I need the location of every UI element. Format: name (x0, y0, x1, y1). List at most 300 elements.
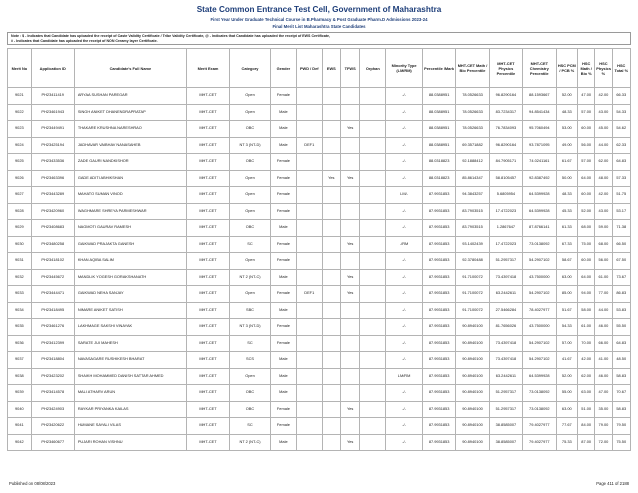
table-cell: 87.9931853 (422, 253, 455, 270)
column-header: Candidate's Full Name (74, 49, 186, 88)
table-cell: 79.00 (595, 418, 612, 435)
table-cell: 75.33 (556, 434, 578, 451)
table-cell: MHT-CET (186, 88, 229, 105)
table-cell: 73.0138092 (523, 385, 556, 402)
table-cell: 88.1593667 (523, 88, 556, 105)
table-cell: 87.00 (578, 434, 595, 451)
table-cell: RAYKAR PRIYANKA KAILAS (74, 401, 186, 418)
table-cell: SCS (230, 352, 271, 369)
table-cell: 53.00 (556, 121, 578, 138)
column-header: HSC Physics % (595, 49, 612, 88)
table-cell: 67.33 (556, 236, 578, 253)
table-cell: 73.0138092 (523, 401, 556, 418)
table-cell: MHT-CET (186, 187, 229, 204)
table-cell (296, 121, 322, 138)
table-cell: 9040 (8, 401, 32, 418)
column-header: HSC Total % (612, 49, 630, 88)
table-cell (322, 203, 340, 220)
table-cell: Open (230, 253, 271, 270)
table-row (8, 203, 631, 220)
table-cell: 61.00 (578, 319, 595, 336)
table-cell: 70.67 (612, 385, 630, 402)
table-cell (322, 269, 340, 286)
table-cell (296, 253, 322, 270)
table-cell: -/- (386, 385, 423, 402)
table-cell (341, 335, 360, 352)
table-cell: Yes (341, 434, 360, 451)
table-cell: 49.00 (556, 137, 578, 154)
table-cell: -/- (386, 203, 423, 220)
table-cell: 66.00 (595, 335, 612, 352)
table-cell: 75.50 (612, 434, 630, 451)
column-header: Category (230, 49, 271, 88)
table-cell: 90.8940100 (456, 418, 489, 435)
table-cell (322, 121, 340, 138)
table-cell: 64.5399928 (523, 368, 556, 385)
table-cell: Female (270, 154, 296, 171)
column-header: Gender (270, 49, 296, 88)
table-cell (360, 137, 386, 154)
table-cell: PH23445672 (31, 269, 74, 286)
table-cell (296, 418, 322, 435)
table-cell: 81.7656026 (489, 319, 522, 336)
table-row (8, 401, 631, 418)
table-cell: MHT-CET (186, 104, 229, 121)
table-cell: Open (230, 187, 271, 204)
table-cell: 63.00 (578, 385, 595, 402)
table-cell (296, 187, 322, 204)
column-header: MHT-CET Math / Bio Percentile (456, 49, 489, 88)
table-cell: 87.8766141 (523, 220, 556, 237)
table-cell (322, 319, 340, 336)
table-cell: -/- (386, 319, 423, 336)
table-cell: 9034 (8, 302, 32, 319)
merit-list-table (7, 48, 631, 451)
table-cell: 51.00 (578, 401, 595, 418)
table-cell (360, 368, 386, 385)
table-cell: 9035 (8, 319, 32, 336)
table-cell: GADE ADITI ABHIKSHAN (74, 170, 186, 187)
table-cell: SC (230, 335, 271, 352)
table-cell: 17.4722023 (489, 203, 522, 220)
note-line-2: # - Indicates that Candidate has uploaded the receipt of NON Creamy layer Certificate. (11, 39, 158, 43)
table-cell: SINGH ANIKET DHANENDRAPRATAP (74, 104, 186, 121)
column-header: Orphan (360, 49, 386, 88)
table-cell: 62.00 (578, 368, 595, 385)
table-cell: Female (270, 253, 296, 270)
table-cell: 9029 (8, 220, 32, 237)
table-cell: 54.2907102 (523, 352, 556, 369)
table-cell: 90.8940100 (456, 319, 489, 336)
table-cell: 60.00 (578, 187, 595, 204)
table-cell (322, 352, 340, 369)
table-cell (360, 319, 386, 336)
table-cell: 58.83 (612, 401, 630, 418)
table-cell: 38.8585007 (489, 434, 522, 451)
table-cell: 47.00 (595, 385, 612, 402)
table-cell: 71.38 (612, 220, 630, 237)
table-cell: 53.17 (612, 203, 630, 220)
table-cell (341, 104, 360, 121)
table-cell (296, 236, 322, 253)
table-cell (296, 335, 322, 352)
table-cell: MHT-CET (186, 335, 229, 352)
table-cell: Female (270, 319, 296, 336)
table-cell: MHT-CET (186, 418, 229, 435)
table-cell: PH23420960 (31, 203, 74, 220)
table-cell: 9032 (8, 269, 32, 286)
table-cell: 95.7060494 (523, 121, 556, 138)
table-cell: NAGMOTI GAURAV RAMESH (74, 220, 186, 237)
table-cell (360, 434, 386, 451)
table-cell: PH23420622 (31, 418, 74, 435)
table-row (8, 187, 631, 204)
table-cell: Female (270, 335, 296, 352)
table-cell: 42.00 (595, 88, 612, 105)
table-cell: -/- (386, 121, 423, 138)
table-cell: 73.4397418 (489, 335, 522, 352)
table-cell: 87.9931853 (422, 203, 455, 220)
table-cell: 68.00 (578, 220, 595, 237)
table-cell: 88.0388951 (422, 121, 455, 138)
table-cell (296, 385, 322, 402)
table-cell (341, 302, 360, 319)
table-cell: Yes (341, 236, 360, 253)
table-cell: 57.00 (578, 104, 595, 121)
table-cell: 63.00 (556, 401, 578, 418)
table-cell: 77.67 (556, 418, 578, 435)
table-cell: 43.7500000 (523, 269, 556, 286)
table-cell: SC (230, 236, 271, 253)
table-cell: Male (270, 104, 296, 121)
table-cell: 45.00 (595, 121, 612, 138)
table-cell: OBC (230, 121, 271, 138)
table-cell: MHT-CET (186, 352, 229, 369)
table-cell: Open (230, 104, 271, 121)
table-cell: Male (270, 137, 296, 154)
table-cell: OBC (230, 220, 271, 237)
table-cell: 9037 (8, 352, 32, 369)
table-cell: MHT-CET (186, 253, 229, 270)
column-header: HSC PCM / PCB % (556, 49, 578, 88)
table-cell: 90.8940100 (456, 352, 489, 369)
table-cell: 64.83 (612, 335, 630, 352)
table-cell (341, 319, 360, 336)
table-cell: PH23433536 (31, 154, 74, 171)
table-cell: MALI ATHARV ARUN (74, 385, 186, 402)
table-cell: Female (270, 203, 296, 220)
table-cell: ARYAA SUSHAN PAREGAR (74, 88, 186, 105)
table-cell: 87.9931853 (422, 385, 455, 402)
table-cell (360, 220, 386, 237)
table-cell (322, 236, 340, 253)
table-cell: 92.1888412 (456, 154, 489, 171)
table-cell (341, 88, 360, 105)
table-cell (296, 352, 322, 369)
table-cell: 83.7234317 (489, 104, 522, 121)
table-cell (296, 302, 322, 319)
table-cell: 60.00 (578, 121, 595, 138)
table-cell: 88.0388951 (422, 137, 455, 154)
table-cell: 72.00 (595, 434, 612, 451)
table-cell: 46.00 (595, 319, 612, 336)
table-cell: Yes (341, 286, 360, 303)
table-cell: Yes (341, 269, 360, 286)
table-cell: 93.1402439 (456, 236, 489, 253)
table-cell: 48.00 (595, 170, 612, 187)
table-row (8, 335, 631, 352)
table-cell: 9042 (8, 434, 32, 451)
table-cell: MANDLIK YOGESH GORAKSHANATH (74, 269, 186, 286)
table-cell: 9036 (8, 335, 32, 352)
table-cell: 56.00 (595, 253, 612, 270)
table-cell (296, 368, 322, 385)
notes-box (7, 32, 631, 45)
table-cell: 93.7871095 (523, 137, 556, 154)
table-cell (341, 137, 360, 154)
column-header: TFWS (341, 49, 360, 88)
table-cell: 46.00 (595, 368, 612, 385)
table-cell: 85.8614347 (456, 170, 489, 187)
table-cell: 90.8940100 (456, 368, 489, 385)
table-cell: MHT-CET (186, 385, 229, 402)
table-cell: Open (230, 170, 271, 187)
table-cell: Male (270, 352, 296, 369)
table-cell (360, 352, 386, 369)
table-cell: 66.50 (612, 236, 630, 253)
table-cell: 59.00 (595, 220, 612, 237)
table-cell: 52.00 (556, 88, 578, 105)
table-cell: 84.7905171 (489, 154, 522, 171)
table-cell: 52.00 (578, 203, 595, 220)
table-cell: 87.9931853 (422, 368, 455, 385)
table-cell: 54.2907102 (523, 335, 556, 352)
table-cell: -/- (386, 302, 423, 319)
table-cell: 54.33 (556, 319, 578, 336)
table-cell: 43.00 (595, 104, 612, 121)
table-cell: 61.00 (595, 269, 612, 286)
column-header: PWD / Def (296, 49, 322, 88)
table-cell (360, 121, 386, 138)
table-cell: Female (270, 286, 296, 303)
table-cell: 9038 (8, 368, 32, 385)
table-cell: 79.4027977 (523, 418, 556, 435)
table-cell (296, 154, 322, 171)
table-cell (322, 88, 340, 105)
table-cell: 88.0318823 (422, 154, 455, 171)
table-cell: PH23424903 (31, 401, 74, 418)
table-cell: MHT-CET (186, 401, 229, 418)
table-cell: 44.00 (595, 137, 612, 154)
table-cell: 87.9931853 (422, 236, 455, 253)
table-cell: 62.33 (612, 137, 630, 154)
table-row (8, 253, 631, 270)
column-header: EWS (322, 49, 340, 88)
table-cell: 94.8541434 (523, 104, 556, 121)
table-cell: PH23425194 (31, 137, 74, 154)
table-cell: 79.4027977 (523, 434, 556, 451)
table-cell: Male (270, 121, 296, 138)
table-cell: 5.6805954 (489, 187, 522, 204)
column-header: HSC Math / Bio % (578, 49, 595, 88)
table-cell: 63.2442611 (489, 286, 522, 303)
table-cell: 78.0526633 (456, 104, 489, 121)
table-cell: PH23414578 (31, 385, 74, 402)
table-cell: 63.00 (556, 269, 578, 286)
table-cell: 9030 (8, 236, 32, 253)
table-cell: 94.00 (578, 286, 595, 303)
table-row (8, 269, 631, 286)
table-cell: 9041 (8, 418, 32, 435)
table-cell: MHT-CET (186, 220, 229, 237)
page-number: Page 411 of 2188 (596, 481, 629, 486)
table-cell: 38.8585007 (489, 418, 522, 435)
table-cell: 92.3780488 (456, 253, 489, 270)
table-cell: 64.00 (578, 170, 595, 187)
table-cell (341, 203, 360, 220)
table-cell: 58.67 (556, 253, 578, 270)
table-row (8, 434, 631, 451)
table-cell: WAGHMARE SHREYA PARMESHWAR (74, 203, 186, 220)
table-cell: 87.9931853 (422, 352, 455, 369)
table-cell: NIMARE ANIKET SATISH (74, 302, 186, 319)
table-cell: 87.9931853 (422, 269, 455, 286)
table-cell: THAKARE KRUSHNA NARESHRAO (74, 121, 186, 138)
table-cell (360, 88, 386, 105)
table-cell: SARATE JUI MAHESH (74, 335, 186, 352)
table-cell: DEF1 (296, 137, 322, 154)
table-cell: 9021 (8, 88, 32, 105)
table-cell: 88.0388951 (422, 88, 455, 105)
table-row (8, 154, 631, 171)
table-cell: 54.2907102 (523, 253, 556, 270)
table-cell: MHT-CET (186, 203, 229, 220)
table-cell: 73.0138092 (523, 236, 556, 253)
table-cell: 64.5399928 (523, 187, 556, 204)
table-cell: 90.8940100 (456, 335, 489, 352)
table-row (8, 121, 631, 138)
table-cell: -/- (386, 335, 423, 352)
table-cell: SHAIKH MOHAMMED DANISH SATTAR AHMED (74, 368, 186, 385)
table-cell (322, 187, 340, 204)
table-cell: 87.9931853 (422, 302, 455, 319)
table-cell: SBC (230, 302, 271, 319)
table-cell: -/- (386, 137, 423, 154)
table-cell: Male (270, 385, 296, 402)
table-row (8, 352, 631, 369)
table-cell (360, 236, 386, 253)
table-cell: 56.00 (578, 137, 595, 154)
table-cell: 73.4397418 (489, 352, 522, 369)
column-header: Merit No (8, 49, 32, 88)
table-cell (341, 154, 360, 171)
table-cell: 50.00 (556, 170, 578, 187)
table-cell: -/- (386, 418, 423, 435)
table-cell: 87.9931853 (422, 401, 455, 418)
note-line-1: Note : $ - Indicates that Candidate has uploaded the receipt of Caste Validity Certificate / Tribe Validity Certificate, @ - Indicates that Candidate has uploaded the receipt of EWS Certificate, (11, 34, 331, 38)
table-cell: MHT-CET (186, 137, 229, 154)
table-cell: MAHATO SUMAN VINOD (74, 187, 186, 204)
table-cell (341, 368, 360, 385)
table-cell: KHAN AQIBA SALIM (74, 253, 186, 270)
table-row (8, 104, 631, 121)
column-header: Percentile /Mark (422, 49, 455, 88)
table-cell: 90.8940100 (456, 434, 489, 451)
table-cell: 76.7834093 (489, 121, 522, 138)
table-cell: Male (270, 368, 296, 385)
table-cell: PH23444471 (31, 286, 74, 303)
table-cell: 9026 (8, 170, 32, 187)
table-cell: -/- (386, 154, 423, 171)
table-cell: 9033 (8, 286, 32, 303)
table-cell: MHT-CET (186, 154, 229, 171)
table-cell: 68.00 (595, 236, 612, 253)
page-subtitle: First Year Under Graduate Technical Course in B.Pharmacy & Post Graduate Pharm.D Admissions 2023-24 (210, 17, 428, 22)
table-cell: MHT-CET (186, 286, 229, 303)
table-cell: Male (270, 269, 296, 286)
table-cell: 91.7100072 (456, 269, 489, 286)
published-date: Published on 08/08/2023 (9, 481, 56, 486)
table-cell: PH23461276 (31, 319, 74, 336)
table-cell: 83.7903515 (456, 220, 489, 237)
table-cell: 41.67 (556, 352, 578, 369)
table-cell: 57.00 (556, 335, 578, 352)
table-cell: PH23443289 (31, 187, 74, 204)
table-cell: 55.00 (556, 385, 578, 402)
table-cell: -/- (386, 220, 423, 237)
table-cell: PH23411419 (31, 88, 74, 105)
table-cell: 92.8387492 (523, 170, 556, 187)
table-cell (322, 154, 340, 171)
table-cell: MHT-CET (186, 121, 229, 138)
table-cell: 9027 (8, 187, 32, 204)
table-cell: 78.0526633 (456, 121, 489, 138)
table-cell (341, 352, 360, 369)
table-cell (296, 319, 322, 336)
table-cell: 41.00 (595, 352, 612, 369)
table-cell: 96.8290164 (489, 137, 522, 154)
table-cell (360, 335, 386, 352)
table-cell: -/- (386, 170, 423, 187)
table-cell: Female (270, 88, 296, 105)
table-cell: 55.50 (612, 319, 630, 336)
table-cell: 78.4027977 (523, 302, 556, 319)
table-cell (322, 302, 340, 319)
table-cell (296, 401, 322, 418)
table-cell (296, 220, 322, 237)
table-cell (360, 170, 386, 187)
table-cell: 87.9931853 (422, 335, 455, 352)
page-title: State Common Entrance Test Cell, Government of Maharashtra (196, 5, 442, 14)
table-row (8, 88, 631, 105)
table-cell: 79.50 (612, 418, 630, 435)
table-cell: Female (270, 170, 296, 187)
table-cell: PH23408683 (31, 220, 74, 237)
table-cell: Open (230, 203, 271, 220)
table-cell (341, 418, 360, 435)
table-cell: PH23460677 (31, 434, 74, 451)
table-cell: NAVASAGARE RUSHIKESH BHARAT (74, 352, 186, 369)
table-cell: 35.00 (595, 401, 612, 418)
table-cell: Yes (341, 170, 360, 187)
table-cell (360, 104, 386, 121)
table-cell (296, 434, 322, 451)
table-cell: 64.83 (612, 154, 630, 171)
table-cell: Open (230, 368, 271, 385)
table-cell: 58.83 (612, 368, 630, 385)
table-cell: Yes (322, 170, 340, 187)
table-cell: 43.00 (595, 203, 612, 220)
